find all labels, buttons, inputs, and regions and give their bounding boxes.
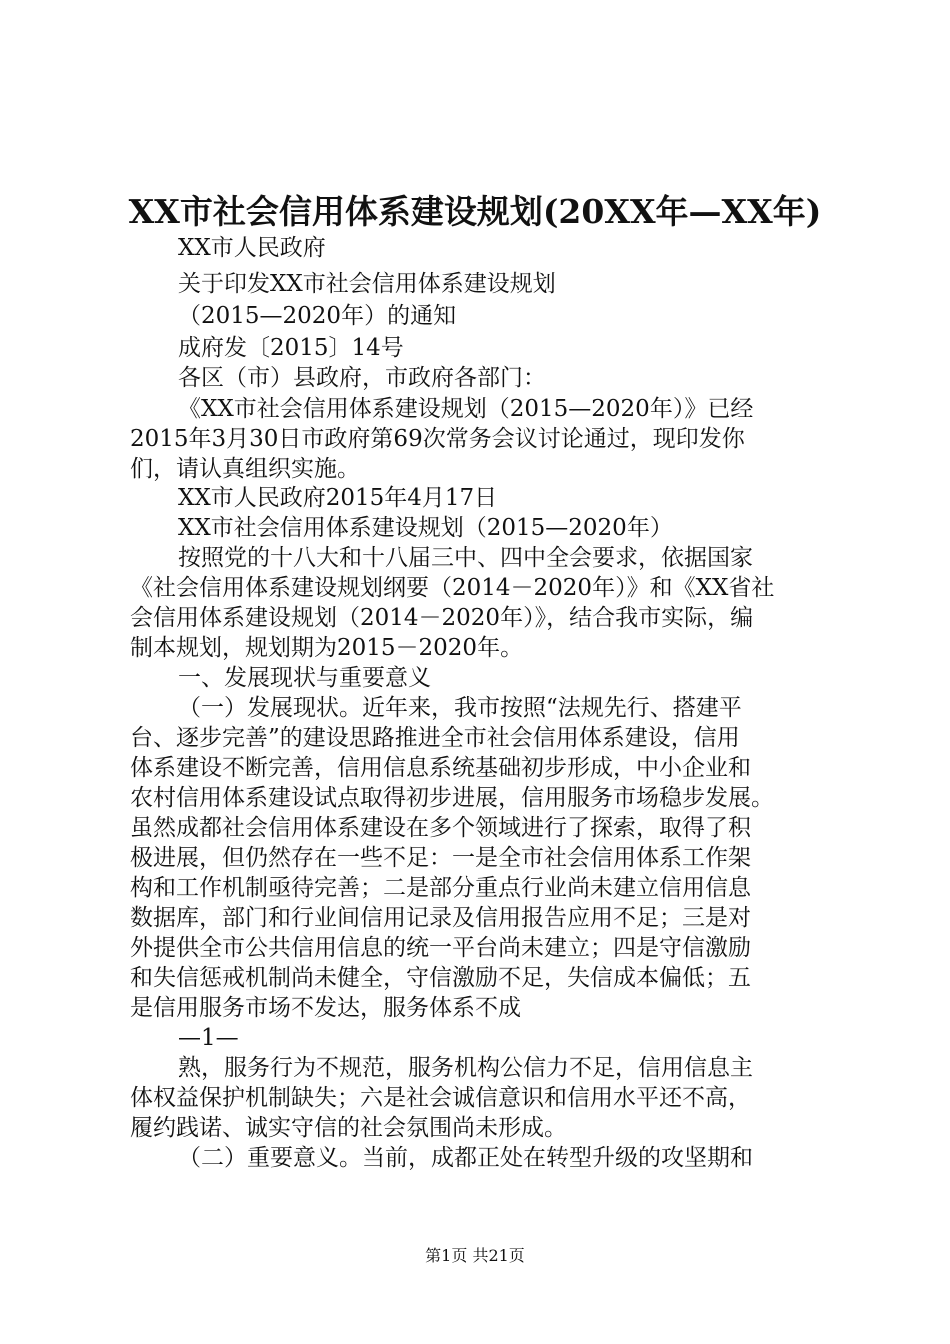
paragraph-line: 台、逐步完善”的建设思路推进全市社会信用体系建设，信用 [130, 725, 740, 751]
paragraph-line: （一）发展现状。近年来，我市按照“法规先行、搭建平 [178, 695, 742, 721]
paragraph-line: 和失信惩戒机制尚未健全，守信激励不足，失信成本偏低；五 [130, 965, 751, 991]
paragraph-line: 是信用服务市场不发达，服务体系不成 [130, 995, 521, 1021]
document-title: XX市社会信用体系建设规划(20XX年—XX年) [128, 192, 822, 231]
paragraph-line: 数据库，部门和行业间信用记录及信用报告应用不足；三是对 [130, 905, 751, 931]
paragraph-line: 体权益保护机制缺失；六是社会诚信意识和信用水平还不高， [130, 1085, 751, 1111]
paragraph-line: 按照党的十八大和十八届三中、四中全会要求，依据国家 [178, 545, 753, 571]
paragraph-line: 《社会信用体系建设规划纲要（2014－2020年）》和《XX省社 [130, 575, 775, 601]
paragraph-line: 们，请认真组织实施。 [130, 456, 360, 482]
paragraph-line: 制本规划，规划期为2015－2020年。 [130, 635, 524, 661]
notice-title-line-2: （2015—2020年）的通知 [178, 303, 457, 329]
paragraph-line: 体系建设不断完善，信用信息系统基础初步形成，中小企业和 [130, 755, 751, 781]
plan-heading: XX市社会信用体系建设规划（2015—2020年） [178, 515, 673, 541]
inline-page-number: —1— [178, 1025, 239, 1051]
issuer-line: XX市人民政府 [178, 235, 326, 261]
paragraph-line: 2015年3月30日市政府第69次常务会议讨论通过，现印发你 [130, 426, 745, 452]
paragraph-line: 构和工作机制亟待完善；二是部分重点行业尚未建立信用信息 [130, 875, 751, 901]
paragraph-line: （二）重要意义。当前，成都正处在转型升级的攻坚期和 [178, 1145, 753, 1171]
addressee-line: 各区（市）县政府，市政府各部门： [178, 365, 546, 391]
signature-date-line: XX市人民政府2015年4月17日 [178, 485, 498, 511]
page-footer: 第1页 共21页 [425, 1246, 525, 1265]
paragraph-line: 会信用体系建设规划（2014－2020年）》，结合我市实际，编 [130, 605, 754, 631]
document-number: 成府发〔2015〕14号 [178, 335, 404, 361]
paragraph-line: 熟，服务行为不规范，服务机构公信力不足，信用信息主 [178, 1055, 753, 1081]
section-heading: 一、发展现状与重要意义 [178, 665, 431, 691]
paragraph-line: 履约践诺、诚实守信的社会氛围尚未形成。 [130, 1115, 567, 1141]
paragraph-line: 外提供全市公共信用信息的统一平台尚未建立；四是守信激励 [130, 935, 751, 961]
paragraph-line: 虽然成都社会信用体系建设在多个领域进行了探索，取得了积 [130, 815, 751, 841]
paragraph-line: 《XX市社会信用体系建设规划（2015—2020年）》已经 [178, 396, 754, 422]
notice-title-line-1: 关于印发XX市社会信用体系建设规划 [178, 271, 556, 297]
paragraph-line: 极进展，但仍然存在一些不足：一是全市社会信用体系工作架 [130, 845, 751, 871]
paragraph-line: 农村信用体系建设试点取得初步进展，信用服务市场稳步发展。 [130, 785, 774, 811]
